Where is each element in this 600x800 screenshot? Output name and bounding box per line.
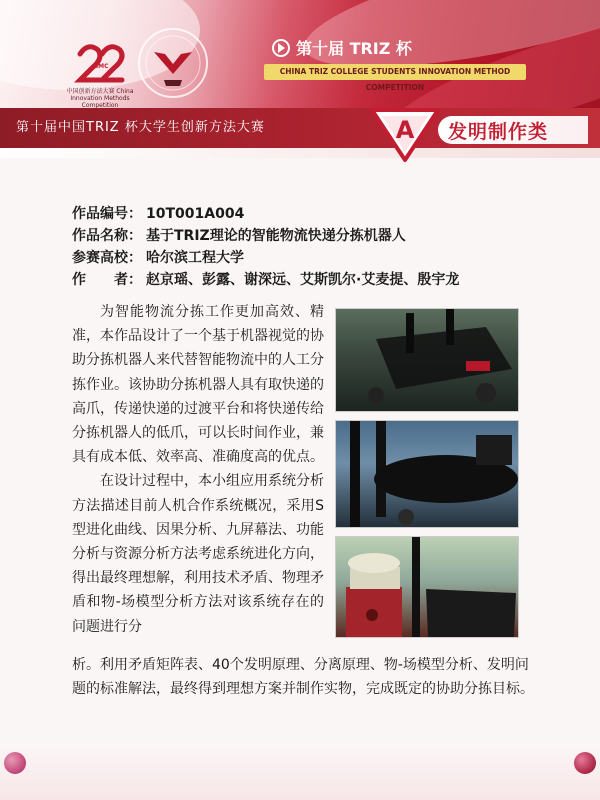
cimc-logo [70,36,130,96]
triz-seal-logo [134,24,212,102]
authors-row [72,269,459,291]
project-name-label: 作品名称： [72,228,142,244]
description-paragraph-1: 为智能物流分拣工作更加高效、精准，本作品设计了一个基于机器视觉的协助分拣机器人来代替智能物流中的人工分拣作业。该协助分拣机器人具有取快递的高爪，传递快递的过渡平台和将快递传给分拣机器人的低爪，可以长时间作业，兼具有成本低、效率高、准确度高的优点。 [72,304,324,466]
authors-value: 赵京瑶、彭露、谢深远、艾斯凯尔·艾麦提、殷宇龙 [146,272,460,288]
project-id-value: 10T001A004 [146,206,245,222]
description-column [72,300,324,639]
project-id-row [72,203,459,225]
robot-photo-bottom [335,536,519,638]
play-icon [272,39,290,57]
banner-title [272,36,412,59]
band-edge [0,148,600,158]
footer-area [0,744,600,800]
project-id-label: 作品编号： [72,206,142,222]
category-badge [368,102,442,164]
school-value: 哈尔滨工程大学 [146,250,244,266]
project-info [72,203,459,291]
svg-text:CIMC: CIMC [91,63,109,70]
school-row [72,247,459,269]
banner-title-text: 第十届 TRIZ 杯 [296,39,412,58]
logo-caption: 中国创新方法大赛 China Innovation Methods Competition [66,88,134,109]
banner-subtitle: CHINA TRIZ COLLEGE STUDENTS INNOVATION METHOD COMPETITION [264,64,526,80]
description-paragraph-2: 在设计过程中，本小组应用系统分析方法描述目前人机合作系统概况，采用S型进化曲线、因果分析、九屏幕法、功能分析与资源分析方法考虑系统进化方向，得出最终理想解，利用技术矛盾、物理矛盾和物-场模型分析方法对该系统存在的问题进行分 [72,473,324,635]
school-label: 参赛高校： [72,250,142,266]
category-label: 发明制作类 [448,121,549,143]
competition-title: 第十届中国TRIZ 杯大学生创新方法大赛 [16,120,265,135]
badge-letter: A [395,116,415,144]
project-name-row [72,225,459,247]
authors-label: 作 者： [72,272,142,288]
robot-photo-top [335,308,519,412]
decor-dot-right [574,752,596,774]
description-continued [72,653,542,701]
description-paragraph-2-continued: 析。利用矛盾矩阵表、40个发明原理、分离原理、物-场模型分析、发明问题的标准解法，最终得到理想方案并制作实物，完成既定的协助分拣目标。 [72,657,534,698]
robot-photo-middle [335,420,519,528]
project-name-value: 基于TRIZ理论的智能物流快递分拣机器人 [146,228,406,244]
decor-dot-left [4,752,26,774]
